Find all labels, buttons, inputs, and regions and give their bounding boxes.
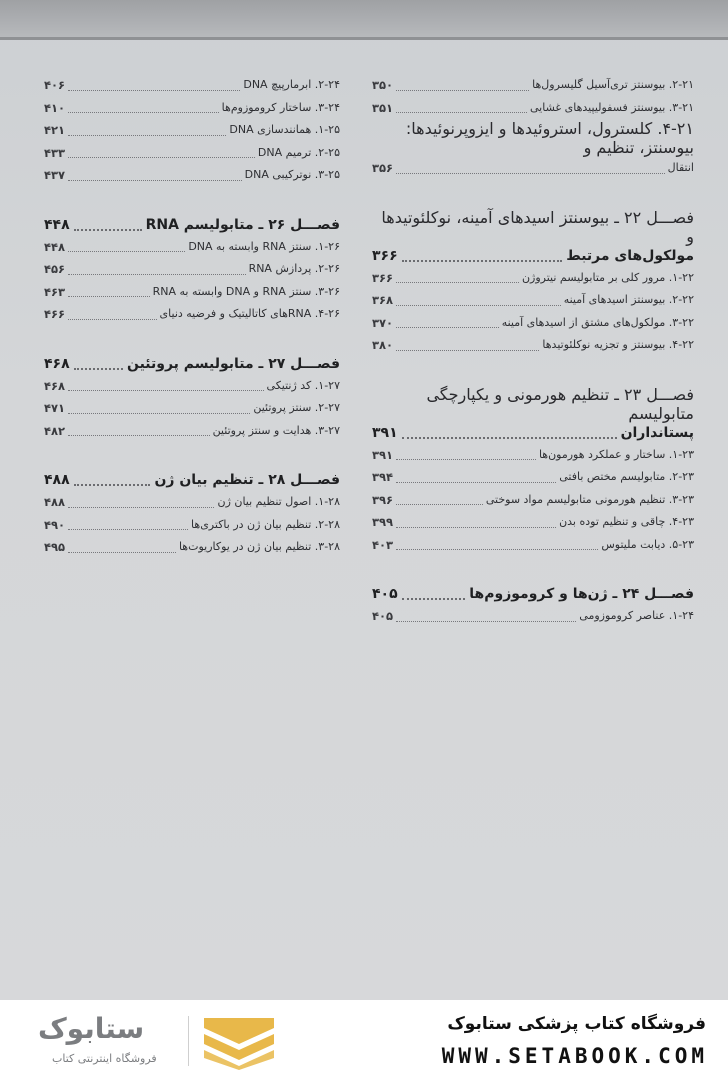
- entry-page-number: ۳۹۹: [372, 515, 394, 529]
- entry-title: ۲-۲۶. پردازش RNA: [248, 262, 340, 275]
- entry-title: ۲-۲۵. ترمیم DNA: [257, 145, 340, 159]
- brand-tagline: فروشگاه اینترنتی کتاب: [52, 1052, 157, 1065]
- entry-page-number: ۴۵۶: [44, 262, 66, 276]
- entry-title: ۳-۲۷. هدایت و سنتز پروتئین: [212, 423, 340, 437]
- dot-leader: [68, 319, 156, 320]
- toc-entry[interactable]: [44, 397, 340, 420]
- entry-page-number: ۴۷۱: [44, 401, 66, 415]
- entry-page-number: ۴۰۵: [372, 609, 394, 623]
- dot-leader: [68, 180, 242, 181]
- chapter-block: [372, 208, 694, 357]
- chapter-title: فصـــل ۲۸ ـ تنظیم بیان ژن: [154, 472, 340, 488]
- chapter-page-number: ۴۸۸: [44, 472, 70, 488]
- toc-right-column: [372, 74, 694, 656]
- toc-entry[interactable]: [372, 289, 694, 312]
- toc-entry[interactable]: [372, 312, 694, 335]
- entry-page-number: ۳۹۴: [372, 470, 394, 484]
- chapter-title: مولکول‌های مرتبط: [566, 247, 694, 264]
- toc-entry[interactable]: [372, 157, 694, 180]
- toc-entry[interactable]: [44, 375, 340, 398]
- entry-title: ۳-۲۱. بیوسنتز فسفولیپیدهای غشایی: [530, 100, 694, 114]
- dot-leader: [68, 507, 214, 508]
- dot-leader: [68, 90, 240, 91]
- chapter-page-number: ۴۰۵: [372, 586, 398, 602]
- dot-leader: [396, 459, 536, 460]
- entry-title: ۱-۲۲. مرور کلی بر متابولیسم نیتروژن: [521, 270, 694, 284]
- chapter-title: فصـــل ۲۶ ـ متابولیسم RNA: [145, 216, 340, 233]
- chapter-block: [372, 385, 694, 557]
- toc-entry[interactable]: [372, 334, 694, 357]
- entry-title: ۱-۲۷. کد ژنتیکی: [266, 378, 340, 392]
- entry-page-number: ۳۷۰: [372, 315, 394, 330]
- entry-title: ۲-۲۷. سنتز پروتئین: [253, 401, 340, 414]
- entry-page-number: ۳۸۰: [372, 338, 394, 352]
- toc-entry[interactable]: [44, 536, 340, 559]
- toc-entry[interactable]: [44, 97, 340, 120]
- dot-leader: [68, 251, 185, 252]
- chapter-heading[interactable]: [44, 215, 340, 236]
- chapter-page-number: ۳۹۱: [372, 424, 398, 441]
- entry-page-number: ۳۵۶: [372, 161, 394, 175]
- entry-title: ۱-۲۵. همانندسازی DNA: [229, 123, 340, 136]
- toc-entry[interactable]: [44, 514, 340, 537]
- toc-entry[interactable]: [372, 534, 694, 557]
- entry-page-number: ۴۴۸: [44, 239, 66, 254]
- toc-entry[interactable]: [44, 74, 340, 97]
- chapter-page-number: ۴۴۸: [44, 216, 70, 233]
- entry-title: ۵-۲۳. دیابت ملیتوس: [601, 537, 694, 551]
- dot-leader: [402, 437, 617, 439]
- chapter-block: [44, 354, 340, 443]
- chapter-block: [44, 215, 340, 326]
- toc-left-column: [44, 74, 340, 587]
- chapter-heading[interactable]: [44, 354, 340, 375]
- dot-leader: [68, 112, 219, 113]
- entry-title: ۱-۲۴. عناصر کروموزومی: [579, 609, 694, 622]
- entry-title: ۲-۲۱. بیوسنتز تری‌آسیل گلیسرول‌ها: [532, 78, 694, 91]
- toc-entry[interactable]: [44, 164, 340, 187]
- dot-leader: [396, 112, 527, 113]
- toc-entry[interactable]: [44, 119, 340, 142]
- toc-entry-line: ۴-۲۱. کلسترول، استروئیدها و ایزوپرنوئیدها: بیوسنتز، تنظیم و: [405, 119, 694, 157]
- dot-leader: [396, 527, 556, 528]
- toc-entry[interactable]: [44, 281, 340, 304]
- entry-page-number: ۴۲۱: [44, 123, 66, 137]
- footer-divider: [188, 1016, 189, 1066]
- entry-title: ۴-۲۳. چاقی و تنظیم توده بدن: [559, 515, 694, 528]
- dot-leader: [396, 504, 483, 505]
- entry-page-number: ۴۶۳: [44, 284, 66, 299]
- toc-entry[interactable]: [372, 511, 694, 534]
- chapter-heading[interactable]: [372, 423, 694, 444]
- toc-entry[interactable]: [44, 303, 340, 326]
- entry-page-number: ۴۱۰: [44, 100, 66, 115]
- chapter-title: فصـــل ۲۷ ـ متابولیسم پروتئین: [126, 355, 340, 372]
- chapter-title: فصـــل ۲۴ ـ ژن‌ها و کروموزوم‌ها: [469, 586, 694, 602]
- dot-leader: [396, 482, 556, 483]
- store-footer: [0, 1000, 728, 1080]
- dot-leader: [68, 390, 263, 391]
- entry-title: ۱-۲۳. ساختار و عملکرد هورمون‌ها: [538, 447, 694, 461]
- setabook-logo-icon: [196, 1014, 282, 1070]
- toc-entry[interactable]: [44, 420, 340, 443]
- toc-entry[interactable]: [372, 97, 694, 120]
- page-top-edge: [0, 0, 728, 40]
- dot-leader: [396, 282, 519, 283]
- dot-leader: [396, 621, 576, 622]
- chapter-block: [44, 470, 340, 559]
- entry-page-number: ۴۳۷: [44, 168, 66, 182]
- toc-entry[interactable]: [372, 489, 694, 512]
- entry-page-number: ۴۰۶: [44, 78, 66, 92]
- entry-title: ۳-۲۲. مولکول‌های مشتق از اسیدهای آمینه: [501, 315, 694, 329]
- dot-leader: [68, 157, 255, 158]
- brand-wordmark: ستابوک: [38, 1012, 145, 1045]
- chapter-block: [372, 584, 694, 628]
- toc-entry[interactable]: [44, 236, 340, 259]
- toc-entry[interactable]: [44, 258, 340, 281]
- entry-page-number: ۴۶۸: [44, 378, 66, 393]
- entry-page-number: ۴۰۳: [372, 537, 394, 552]
- toc-entry[interactable]: [372, 466, 694, 489]
- entry-title: ۴-۲۲. بیوسنتز و تجزیه نوکلئوتیدها: [542, 338, 694, 351]
- entry-title: ۲-۲۳. متابولیسم مختص بافتی: [559, 470, 694, 483]
- toc-entry[interactable]: [372, 605, 694, 628]
- entry-title: ۱-۲۶. سنتز RNA وابسته به DNA: [188, 239, 340, 253]
- entry-title: ۲-۲۸. تنظیم بیان ژن در باکتری‌ها: [191, 517, 340, 531]
- dot-leader: [396, 549, 598, 550]
- dot-leader: [402, 260, 563, 262]
- chapter-heading-line: فصـــل ۲۲ ـ بیوسنتز اسیدهای آمینه، نوکلئوتیدها و: [381, 207, 694, 246]
- entry-title: انتقال: [667, 161, 694, 174]
- chapter-title: پستانداران: [620, 424, 694, 441]
- entry-page-number: ۴۹۰: [44, 517, 66, 532]
- store-name: فروشگاه کتاب پزشکی ستابوک: [447, 1014, 706, 1034]
- entry-page-number: ۴۶۶: [44, 307, 66, 321]
- dot-leader: [74, 484, 151, 486]
- entry-page-number: ۳۵۰: [372, 78, 394, 92]
- entry-title: ۴-۲۶. RNAهای کاتالیتیک و فرضیه دنیای: [159, 307, 340, 320]
- toc-entry[interactable]: [372, 74, 694, 97]
- entry-title: ۳-۲۳. تنظیم هورمونی متابولیسم مواد سوختی: [485, 492, 694, 506]
- entry-title: ۳-۲۵. نوترکیبی DNA: [244, 168, 340, 181]
- chapter-block: [44, 74, 340, 187]
- entry-page-number: ۴۹۵: [44, 540, 66, 554]
- chapter-heading[interactable]: [372, 584, 694, 605]
- entry-title: ۲-۲۴. ابرمارپیچ DNA: [243, 78, 340, 91]
- dot-leader: [68, 552, 176, 553]
- entry-page-number: ۳۶۸: [372, 293, 394, 307]
- entry-title: ۳-۲۸. تنظیم بیان ژن در یوکاریوت‌ها: [178, 540, 340, 553]
- dot-leader: [396, 90, 529, 91]
- entry-page-number: ۴۸۸: [44, 495, 66, 509]
- entry-page-number: ۴۸۲: [44, 423, 66, 438]
- dot-leader: [396, 350, 539, 351]
- toc-entry[interactable]: [44, 142, 340, 165]
- toc-entry[interactable]: [372, 444, 694, 467]
- dot-leader: [68, 413, 250, 414]
- entry-title: ۱-۲۸. اصول تنظیم بیان ژن: [217, 495, 340, 508]
- entry-page-number: ۳۶۶: [372, 270, 394, 285]
- entry-title: ۳-۲۶. سنتز RNA و DNA وابسته به RNA: [152, 284, 340, 298]
- entry-title: ۳-۲۴. ساختار کروموزوم‌ها: [221, 100, 340, 114]
- chapter-heading[interactable]: [44, 470, 340, 491]
- toc-entry[interactable]: [372, 267, 694, 290]
- store-url[interactable]: WWW.SETABOOK.COM: [441, 1044, 708, 1068]
- entry-title: ۲-۲۲. بیوسنتز اسیدهای آمینه: [563, 293, 694, 306]
- chapter-page-number: ۳۶۶: [372, 247, 398, 264]
- chapter-heading-line: فصـــل ۲۳ ـ تنظیم هورمونی و یکپارچگی متابولیسم: [426, 384, 694, 423]
- setabook-brand[interactable]: [34, 1012, 184, 1072]
- chapter-block: [372, 74, 694, 180]
- dot-leader: [68, 435, 210, 436]
- dot-leader: [68, 529, 188, 530]
- chapter-page-number: ۴۶۸: [44, 355, 70, 372]
- dot-leader: [74, 229, 142, 231]
- dot-leader: [68, 296, 150, 297]
- dot-leader: [396, 327, 499, 328]
- entry-page-number: ۳۵۱: [372, 100, 394, 115]
- toc-entry[interactable]: [44, 491, 340, 514]
- dot-leader: [396, 173, 665, 174]
- dot-leader: [396, 305, 561, 306]
- dot-leader: [74, 368, 123, 370]
- entry-page-number: ۳۹۱: [372, 447, 394, 462]
- chapter-heading[interactable]: [372, 246, 694, 267]
- dot-leader: [68, 135, 226, 136]
- dot-leader: [68, 274, 246, 275]
- dot-leader: [402, 598, 466, 600]
- entry-page-number: ۴۳۳: [44, 145, 66, 160]
- entry-page-number: ۳۹۶: [372, 492, 394, 507]
